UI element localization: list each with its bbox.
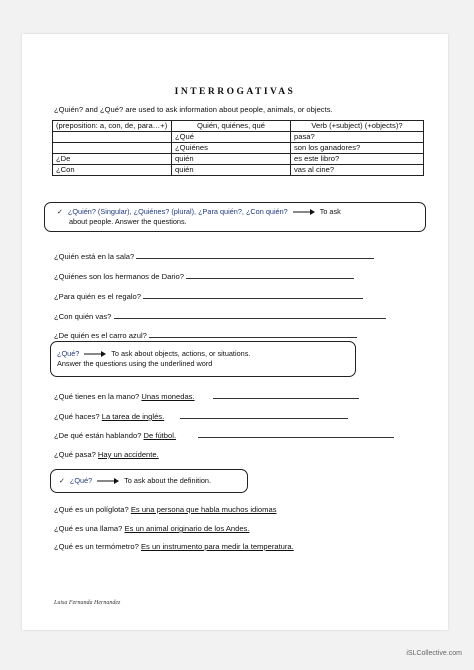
table-row: [53, 165, 424, 176]
definition-line: [54, 505, 277, 514]
question-line: [54, 450, 159, 459]
site-watermark: iSLCollective.com: [406, 650, 462, 657]
table-row: [53, 132, 424, 143]
box1-to-ask-text: To ask: [319, 207, 341, 216]
arrow-right-icon: [293, 209, 315, 215]
box2-description: To ask about objects, actions, or situations.: [111, 349, 251, 358]
que-info-box: [50, 341, 356, 377]
answer-blank[interactable]: [114, 312, 386, 319]
definition-line: [54, 524, 249, 533]
question-line: [54, 431, 394, 440]
quien-info-box: [44, 202, 426, 232]
table-row: [53, 154, 424, 165]
underlined-answer: Hay un accidente.: [97, 450, 159, 459]
answer-blank[interactable]: [149, 331, 357, 338]
answer-blank[interactable]: [213, 392, 359, 399]
question-text: ¿Qué es una llama?: [54, 524, 123, 533]
table-cell: quién: [172, 154, 291, 165]
table-row: [53, 143, 424, 154]
question-line: [54, 392, 359, 401]
definition-line: [54, 542, 294, 551]
quien-forms-text: ¿Quién? (Singular), ¿Quiénes? (plural), ¿Para quién?, ¿Con quién?: [67, 207, 288, 216]
table-cell: quién: [172, 165, 291, 176]
answer-blank[interactable]: [198, 431, 394, 438]
worksheet-page: [22, 34, 448, 630]
box1-description: about people. Answer the questions.: [69, 217, 187, 226]
table-cell: vas al cine?: [291, 165, 424, 176]
answer-blank[interactable]: [180, 412, 348, 419]
table-cell: [53, 132, 172, 143]
question-line: [54, 412, 348, 421]
table-cell: ¿Quiénes: [172, 143, 291, 154]
answer-blank[interactable]: [136, 252, 374, 259]
question-text: ¿Para quién es el regalo?: [54, 292, 141, 301]
question-text: ¿Qué es un termómetro?: [54, 542, 139, 551]
question-text: ¿Qué es un políglota?: [54, 505, 129, 514]
question-text: ¿Quién está en la sala?: [54, 252, 135, 261]
table-cell: son los ganadores?: [291, 143, 424, 154]
que-label: ¿Qué?: [69, 476, 93, 485]
question-text: ¿De qué están hablando?: [54, 431, 142, 440]
answer-blank[interactable]: [143, 292, 363, 299]
question-line: [54, 331, 357, 340]
arrow-right-icon: [84, 351, 106, 357]
question-line: [54, 252, 374, 261]
question-text: ¿Qué tienes en la mano?: [54, 392, 140, 401]
underlined-answer: Es una persona que habla muchos idiomas: [130, 505, 277, 514]
table-cell: ¿De: [53, 154, 172, 165]
checkmark-icon: ✓: [59, 478, 65, 485]
question-text: ¿De quién es el carro azul?: [54, 331, 147, 340]
que-label: ¿Qué?: [57, 349, 80, 358]
table-header-cell: Verb (+subject) (+objects)?: [291, 121, 424, 132]
answer-blank[interactable]: [186, 272, 354, 279]
intro-text: ¿Quién? and ¿Qué? are used to ask information about people, animals, or objects.: [54, 105, 333, 114]
underlined-answer: Es un instrumento para medir la temperatura.: [140, 542, 294, 551]
underlined-answer: La tarea de inglés.: [101, 412, 165, 421]
question-text: ¿Qué pasa?: [54, 450, 96, 459]
worksheet-title: INTERROGATIVAS: [174, 87, 296, 97]
table-cell: es este libro?: [291, 154, 424, 165]
table-header-cell: Quién, quiénes, qué: [172, 121, 291, 132]
question-line: [54, 312, 386, 321]
author-signature: Luisa Fernanda Hernandez: [54, 600, 121, 606]
underlined-answer: Es un animal originario de los Andes.: [124, 524, 250, 533]
table-cell: ¿Con: [53, 165, 172, 176]
que-definition-box: [50, 469, 248, 493]
interrogatives-table: [52, 120, 424, 176]
table-cell: [53, 143, 172, 154]
question-line: [54, 272, 354, 281]
question-text: ¿Con quién vas?: [54, 312, 112, 321]
table-cell: ¿Qué: [172, 132, 291, 143]
question-text: ¿Qué haces?: [54, 412, 100, 421]
box2-instruction: Answer the questions using the underlined word: [57, 359, 213, 368]
table-header-row: [53, 121, 424, 132]
checkmark-icon: ✓: [57, 209, 63, 216]
underlined-answer: De fútbol.: [143, 431, 177, 440]
question-line: [54, 292, 363, 301]
arrow-right-icon: [97, 478, 119, 484]
table-cell: pasa?: [291, 132, 424, 143]
box3-description: To ask about the definition.: [124, 476, 211, 485]
table-header-cell: (preposition: a, con, de, para…+): [53, 121, 172, 132]
underlined-answer: Unas monedas.: [141, 392, 195, 401]
question-text: ¿Quiénes son los hermanos de Dario?: [54, 272, 185, 281]
